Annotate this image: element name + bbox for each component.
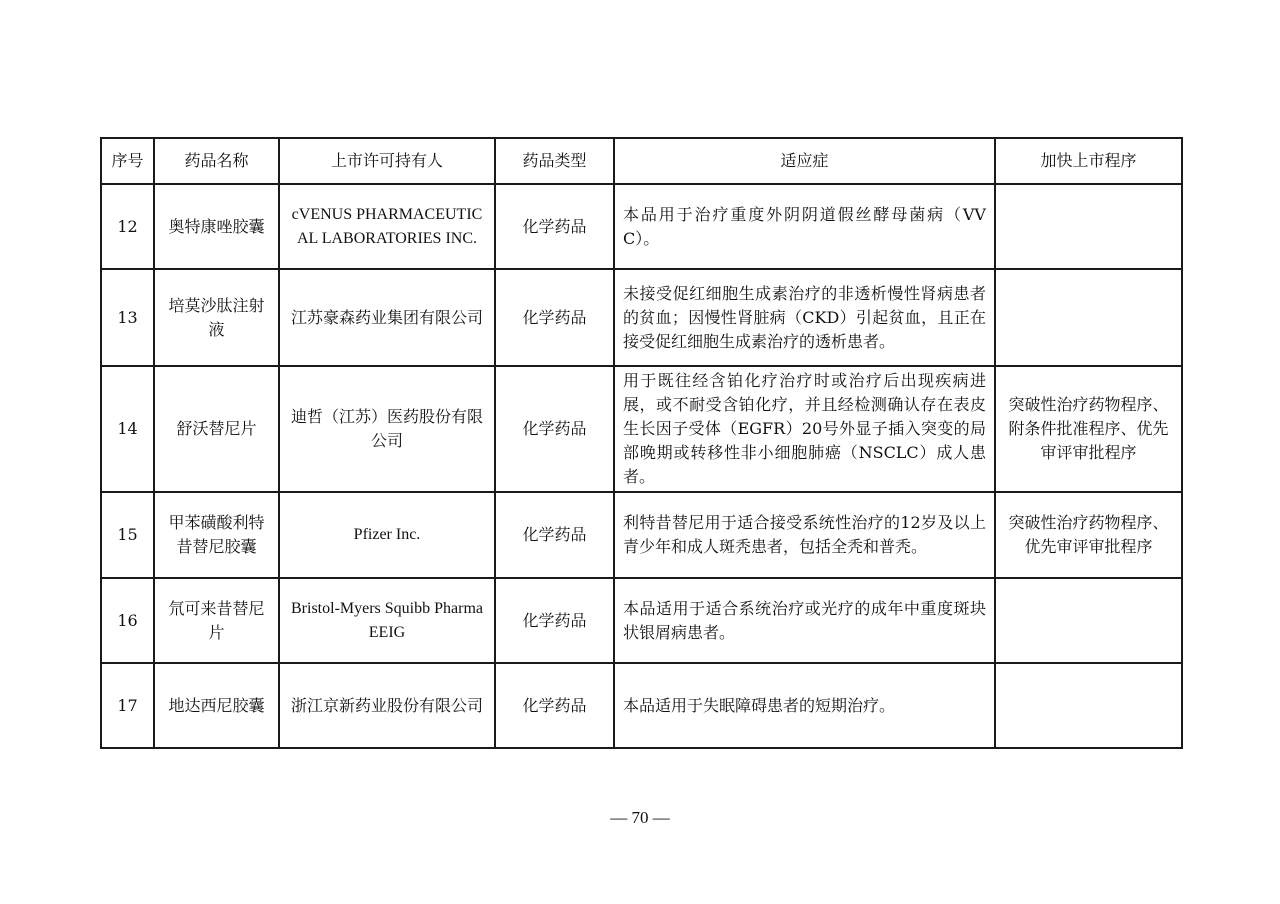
cell-drug-type: 化学药品 [495,663,614,748]
cell-serial-number: 13 [101,269,154,366]
page-number: — 70 — [610,808,670,827]
cell-accelerated-procedure [995,184,1182,269]
table-header-row [101,138,1182,184]
cell-drug-name: 培莫沙肽注射液 [154,269,279,366]
cell-license-holder: 江苏豪森药业集团有限公司 [279,269,495,366]
table-row [101,578,1182,663]
cell-indication: 本品用于治疗重度外阴阴道假丝酵母菌病（VVC）。 [614,184,995,269]
cell-drug-name: 氘可来昔替尼片 [154,578,279,663]
cell-accelerated-procedure [995,663,1182,748]
header-serial-number: 序号 [101,138,154,184]
table-row [101,366,1182,492]
cell-license-holder: 迪哲（江苏）医药股份有限公司 [279,366,495,492]
header-drug-name: 药品名称 [154,138,279,184]
cell-indication: 用于既往经含铂化疗治疗时或治疗后出现疾病进展，或不耐受含铂化疗，并且经检测确认存在表皮生长因子受体（EGFR）20号外显子插入突变的局部晚期或转移性非小细胞肺癌（NSCLC）成人患者。 [614,366,995,492]
cell-drug-type: 化学药品 [495,184,614,269]
cell-indication: 本品适用于适合系统治疗或光疗的成年中重度斑块状银屑病患者。 [614,578,995,663]
cell-license-holder: cVENUS PHARMACEUTICAL LABORATORIES INC. [279,184,495,269]
cell-drug-type: 化学药品 [495,578,614,663]
cell-serial-number: 12 [101,184,154,269]
cell-serial-number: 15 [101,492,154,578]
cell-drug-type: 化学药品 [495,366,614,492]
table-row [101,663,1182,748]
header-indication: 适应症 [614,138,995,184]
header-drug-type: 药品类型 [495,138,614,184]
drug-approval-table [100,137,1183,749]
header-accelerated-procedure: 加快上市程序 [995,138,1182,184]
cell-drug-name: 舒沃替尼片 [154,366,279,492]
cell-serial-number: 17 [101,663,154,748]
cell-license-holder: Bristol-Myers Squibb Pharma EEIG [279,578,495,663]
cell-serial-number: 16 [101,578,154,663]
cell-drug-name: 地达西尼胶囊 [154,663,279,748]
cell-indication: 本品适用于失眠障碍患者的短期治疗。 [614,663,995,748]
cell-accelerated-procedure [995,578,1182,663]
cell-license-holder: Pfizer Inc. [279,492,495,578]
cell-indication: 未接受促红细胞生成素治疗的非透析慢性肾病患者的贫血；因慢性肾脏病（CKD）引起贫血，且正在接受促红细胞生成素治疗的透析患者。 [614,269,995,366]
cell-accelerated-procedure [995,269,1182,366]
cell-serial-number: 14 [101,366,154,492]
table-row [101,184,1182,269]
cell-drug-type: 化学药品 [495,492,614,578]
table-row [101,269,1182,366]
cell-license-holder: 浙江京新药业股份有限公司 [279,663,495,748]
cell-accelerated-procedure: 突破性治疗药物程序、附条件批准程序、优先审评审批程序 [995,366,1182,492]
cell-drug-type: 化学药品 [495,269,614,366]
cell-drug-name: 甲苯磺酸利特昔替尼胶囊 [154,492,279,578]
cell-drug-name: 奥特康唑胶囊 [154,184,279,269]
table-row [101,492,1182,578]
cell-accelerated-procedure: 突破性治疗药物程序、优先审评审批程序 [995,492,1182,578]
cell-indication: 利特昔替尼用于适合接受系统性治疗的12岁及以上青少年和成人斑秃患者，包括全秃和普秃。 [614,492,995,578]
header-license-holder: 上市许可持有人 [279,138,495,184]
